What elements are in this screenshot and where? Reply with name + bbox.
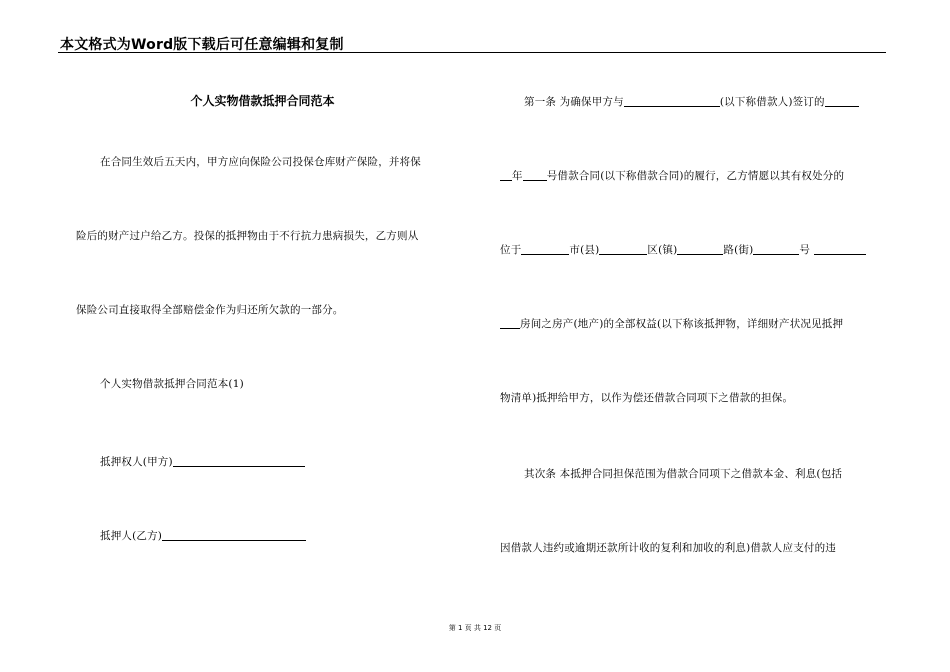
number-text: 号 [799, 244, 811, 256]
year-text: 年 [512, 170, 523, 182]
city-blank [521, 244, 569, 255]
room-blank [500, 318, 520, 329]
contract-date-blank [825, 96, 859, 107]
contract-subtitle: 个人实物借款抵押合同范本(1) [100, 378, 244, 390]
located-text: 位于 [500, 244, 522, 256]
left-paragraph-line: 保险公司直接取得全部赔偿金作为归还所欠款的一部分。 [76, 304, 344, 316]
right-line-5: 物清单)抵押给甲方，以作为偿还借款合同项下之借款的担保。 [500, 392, 794, 404]
left-paragraph-line: 险后的财产过户给乙方。投保的抵押物由于不行抗力患病损失，乙方则从 [76, 230, 419, 242]
page-header: 本文格式为Word版下载后可任意编辑和复制 [60, 37, 344, 53]
year-blank [500, 170, 512, 181]
road-blank [677, 244, 723, 255]
lender-blank [624, 96, 720, 107]
right-line-3 [500, 242, 866, 257]
district-blank [599, 244, 647, 255]
unit-blank [814, 244, 866, 255]
mortgagee-line [100, 454, 305, 469]
city-text: 市(县) [569, 244, 600, 256]
number-blank [753, 244, 799, 255]
header-rule [58, 52, 886, 53]
mortgagor-line [100, 528, 306, 543]
document-title: 个人实物借款抵押合同范本 [190, 94, 335, 108]
mortgagee-blank [173, 456, 305, 467]
article-one-text: 第一条 为确保甲方与 [524, 96, 624, 108]
right-line-2 [500, 168, 844, 183]
borrower-text: (以下称借款人)签订的 [719, 96, 825, 108]
number-blank [523, 170, 547, 181]
mortgagor-blank [162, 530, 306, 541]
district-text: 区(镇) [647, 244, 678, 256]
mortgagee-label: 抵押权人(甲方) [100, 456, 173, 468]
left-paragraph-line: 在合同生效后五天内，甲方应向保险公司投保仓库财产保险，并将保 [100, 156, 421, 168]
road-text: 路(街) [723, 244, 754, 256]
right-line-1 [524, 94, 859, 109]
right-line-4 [500, 316, 843, 331]
page-footer: 第 1 页 共 12 页 [448, 624, 502, 632]
right-line-7: 因借款人违约或逾期还款所计收的复利和加收的利息)借款人应支付的违 [500, 542, 836, 554]
right-line-6: 其次条 本抵押合同担保范围为借款合同项下之借款本金、利息(包括 [524, 468, 843, 480]
property-text: 房间之房产(地产)的全部权益(以下称该抵押物，详细财产状况见抵押 [520, 318, 844, 330]
mortgagor-label: 抵押人(乙方) [100, 530, 163, 542]
loan-contract-text: 号借款合同(以下称借款合同)的履行，乙方情愿以其有权处分的 [546, 170, 845, 182]
